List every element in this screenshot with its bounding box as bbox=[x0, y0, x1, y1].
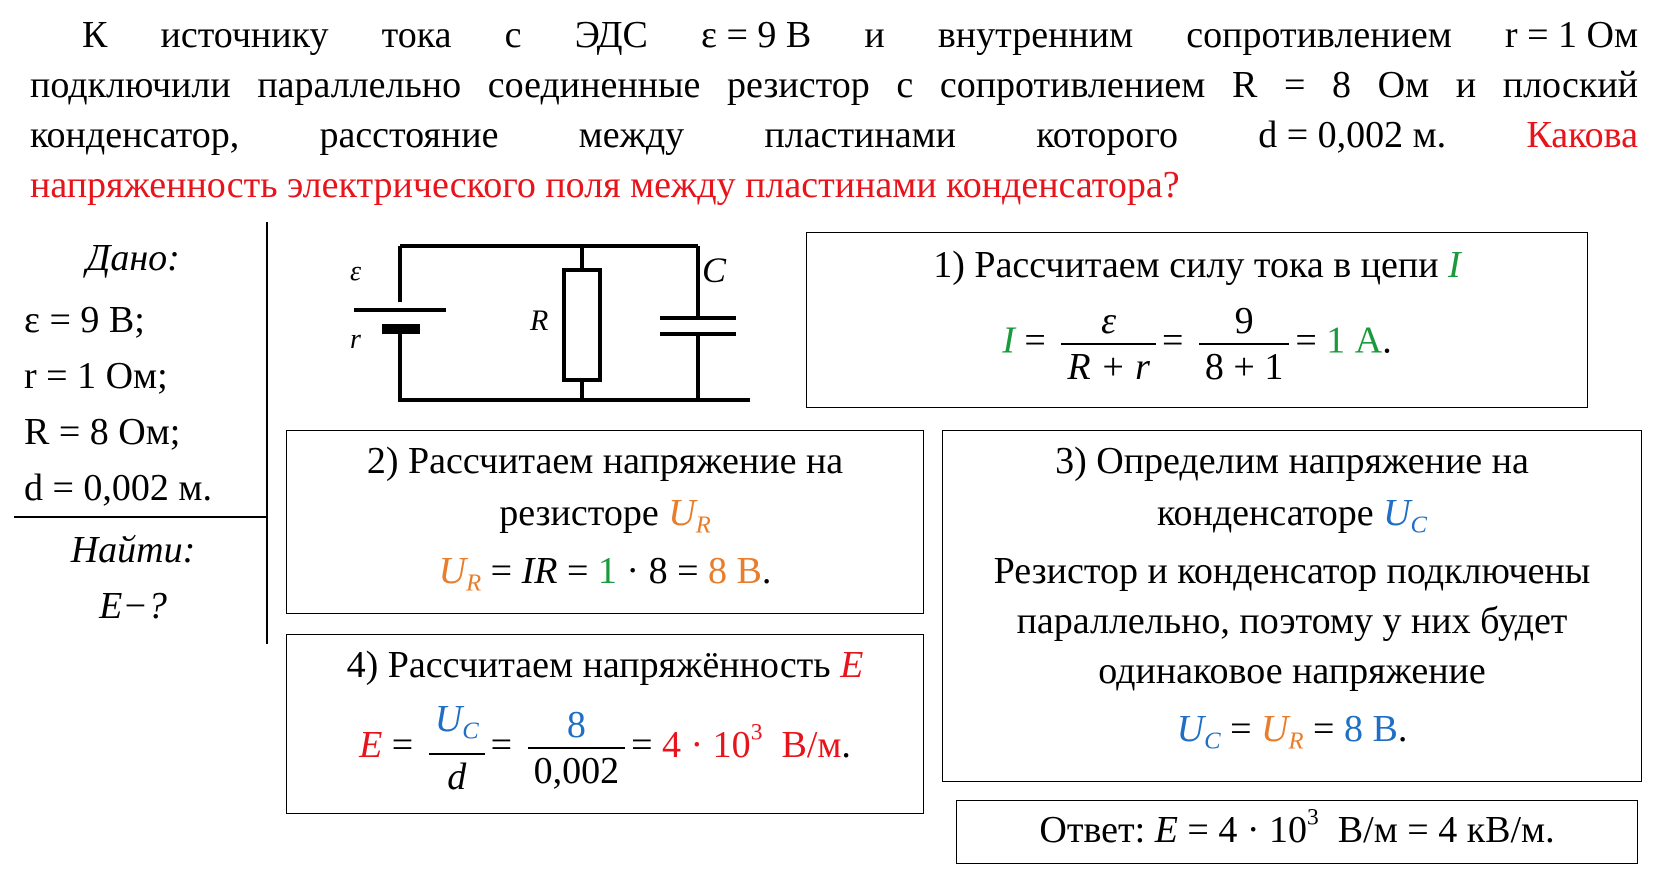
problem-line-3 bbox=[30, 110, 1638, 160]
problem-line-2: подключили параллельно соединенные резистор с сопротивлением R = 8 Ом и плоский bbox=[30, 64, 1638, 106]
d-value: d = 0,002 м. bbox=[1258, 114, 1447, 156]
problem-line-1 bbox=[30, 10, 1638, 60]
step3-formula: $U_C = U_R = 8$ В. bbox=[1176, 708, 1408, 755]
current-result: 1 А bbox=[1326, 319, 1383, 362]
step3-title-line2: конденсаторе $U_C$ bbox=[1156, 492, 1427, 539]
battery-negative-plate bbox=[382, 324, 420, 334]
given-item: d = 0,002 м. bbox=[24, 467, 212, 509]
step2-box bbox=[286, 430, 924, 614]
step3-text-line3: одинаковое напряжение bbox=[1098, 650, 1486, 692]
given-item: r = 1 Ом; bbox=[24, 355, 168, 397]
word: и bbox=[864, 14, 885, 56]
word: которого bbox=[1036, 114, 1178, 156]
step3-text-line2: параллельно, поэтому у них будет bbox=[1016, 600, 1568, 642]
given-item: ε = 9 В; bbox=[24, 299, 145, 341]
circuit-diagram bbox=[330, 230, 750, 410]
step3-title-line1: 3) Определим напряжение на bbox=[1055, 440, 1529, 482]
step4-title: 4) Рассчитаем напряжённость E bbox=[346, 644, 864, 686]
internal-resistance-label: r bbox=[350, 324, 361, 355]
problem-question: напряженность электрического поля между пластинами конденсатора? bbox=[30, 164, 1180, 206]
word: тока bbox=[381, 14, 452, 56]
given-divider-vertical bbox=[266, 222, 268, 644]
step3-text-line1: Резистор и конденсатор подключены bbox=[993, 550, 1591, 592]
r-value: r = 1 Ом bbox=[1504, 14, 1638, 56]
step2-formula: $U_R$ = IR = 1 · 8 = 8 В. bbox=[438, 550, 772, 597]
emf-label: ε bbox=[350, 256, 362, 287]
find-title: Найти: bbox=[70, 529, 196, 571]
word: внутренним bbox=[937, 14, 1134, 56]
word: сопротивлением bbox=[1186, 14, 1452, 56]
word: пластинами bbox=[764, 114, 956, 156]
word: ЭДС bbox=[574, 14, 648, 56]
given-divider-horizontal bbox=[14, 516, 268, 518]
given-item: R = 8 Ом; bbox=[24, 411, 181, 453]
answer-box bbox=[956, 800, 1638, 864]
step2-title-line1: 2) Рассчитаем напряжение на bbox=[366, 440, 844, 482]
fraction: $\frac{8}{0,002}$ bbox=[528, 703, 626, 793]
word: расстояние bbox=[319, 114, 499, 156]
question-start: Какова bbox=[1526, 114, 1638, 156]
word: конденсатор, bbox=[30, 114, 240, 156]
step1-formula: I = $\frac{\varepsilon}{R + r}$ = $\frac{9}{8 + 1}$ = 1 А. bbox=[1002, 300, 1392, 388]
step2-title-line2: резисторе $U_R$ bbox=[499, 492, 711, 539]
fraction: $\frac{U_C}{d}$ bbox=[429, 697, 485, 799]
answer-text: Ответ: $E = 4 \cdot 10^3$ В/м = 4 кВ/м. bbox=[1039, 804, 1555, 851]
step1-title: 1) Рассчитаем силу тока в цепи I bbox=[933, 244, 1461, 286]
fraction: $\frac{\varepsilon}{R + r}$ bbox=[1061, 299, 1156, 389]
find-value: E−? bbox=[99, 585, 167, 627]
given-title: Дано: bbox=[86, 237, 180, 279]
step1-box bbox=[806, 232, 1588, 408]
given-list bbox=[24, 292, 212, 516]
word: К bbox=[82, 14, 108, 56]
emf-value: ε = 9 В bbox=[701, 14, 812, 56]
step4-box bbox=[286, 634, 924, 814]
fraction: $\frac{9}{8 + 1}$ bbox=[1199, 299, 1289, 389]
resistor-label: R bbox=[530, 304, 549, 337]
word: между bbox=[578, 114, 685, 156]
word: источнику bbox=[160, 14, 329, 56]
step3-box bbox=[942, 430, 1642, 782]
capacitor-label: C bbox=[702, 250, 727, 290]
step4-formula: E = $\frac{U_C}{d}$ = $\frac{8}{0,002}$ = $4 \cdot 10^3$ В/м. bbox=[359, 698, 851, 799]
word: с bbox=[504, 14, 522, 56]
current-var: I bbox=[1448, 244, 1461, 286]
problem-statement bbox=[30, 10, 1638, 210]
